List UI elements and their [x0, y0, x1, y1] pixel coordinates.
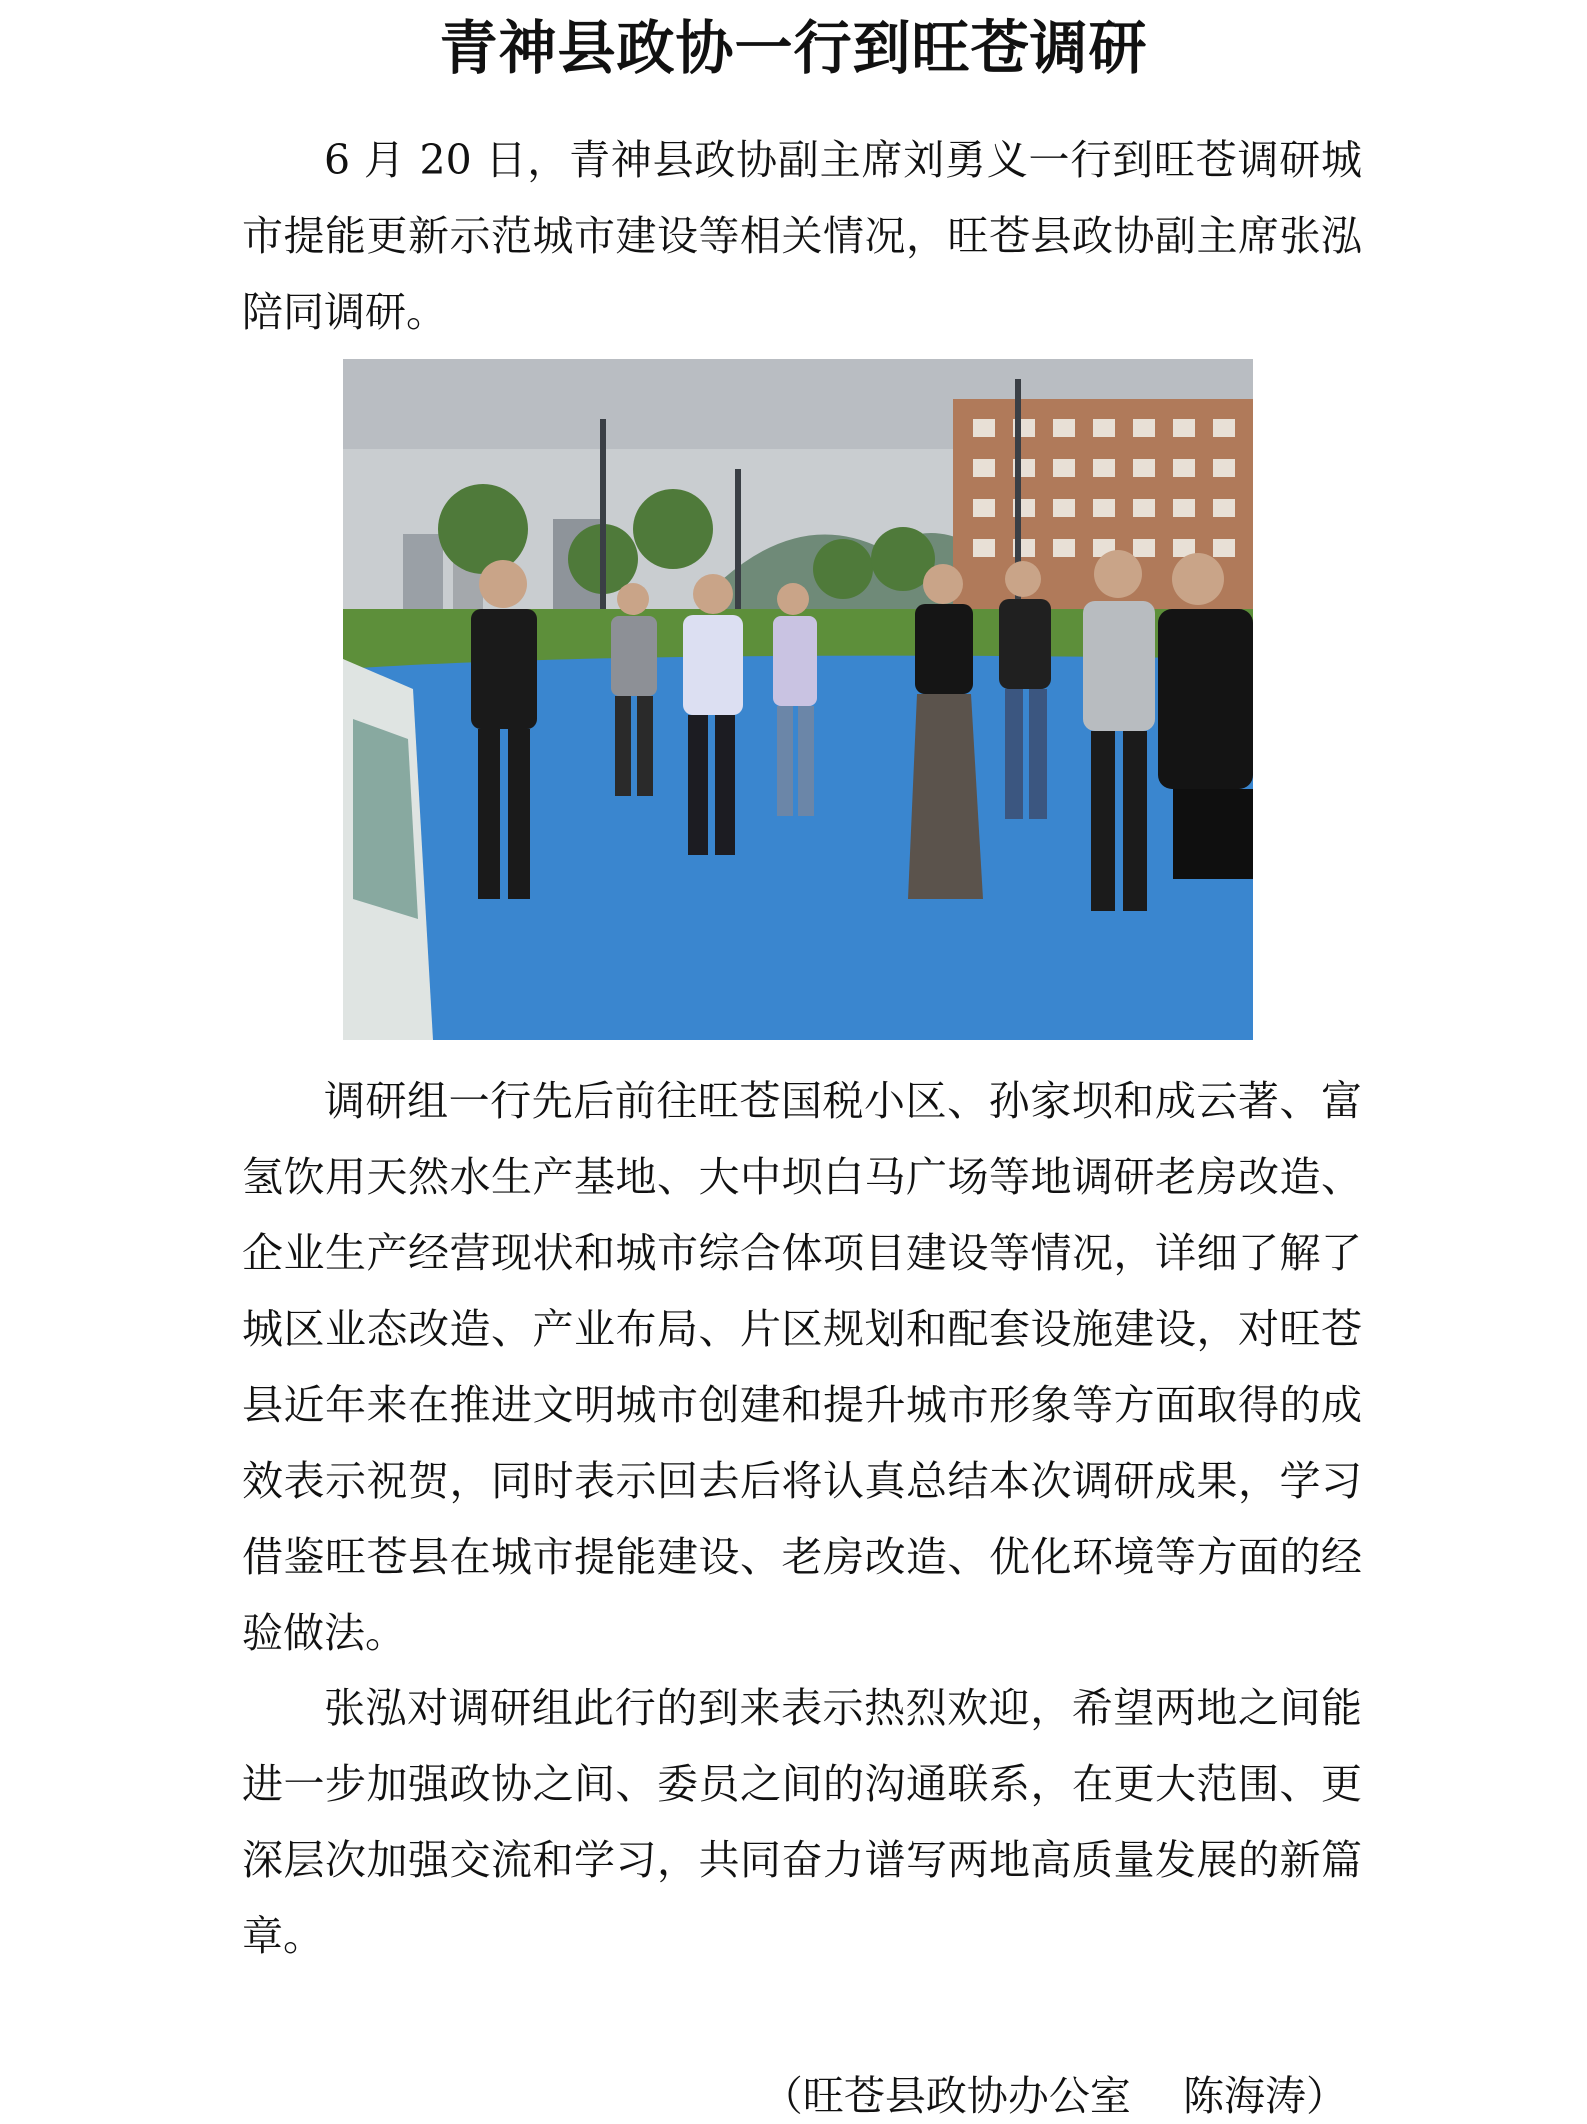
- photo-board-map: [353, 719, 418, 919]
- paragraph-2: 调研组一行先后前往旺苍国税小区、孙家坝和成云著、富氢饮用天然水生产基地、大中坝白马广场等地调研老房改造、企业生产经营现状和城市综合体项目建设等情况，详细了解了城区业态改造、产业布局、片区规划和配套设施建设，对旺苍县近年来在推进文明城市创建和提升城市形象等方面取得的成效表示祝贺，同时表示回去后将认真总结本次调研成果，学习借鉴旺苍县在城市提能建设、老房改造、优化环境等方面的经验做法。: [242, 1077, 1362, 1657]
- article-photo: [343, 359, 1253, 1040]
- article-title: 青神县政协一行到旺苍调研: [439, 14, 1148, 82]
- article-signature: （旺苍县政协办公室 陈海涛）: [761, 2072, 1347, 2120]
- paragraph-1: 6 月 20 日，青神县政协副主席刘勇义一行到旺苍调研城市提能更新示范城市建设等相关情况，旺苍县政协副主席张泓陪同调研。: [242, 136, 1362, 336]
- paragraph-3: 张泓对调研组此行的到来表示热烈欢迎，希望两地之间能进一步加强政协之间、委员之间的沟通联系，在更大范围、更深层次加强交流和学习，共同奋力谱写两地高质量发展的新篇章。: [242, 1684, 1362, 1960]
- photo-building-far-1: [403, 534, 443, 614]
- photo-illustration: [343, 359, 1253, 1040]
